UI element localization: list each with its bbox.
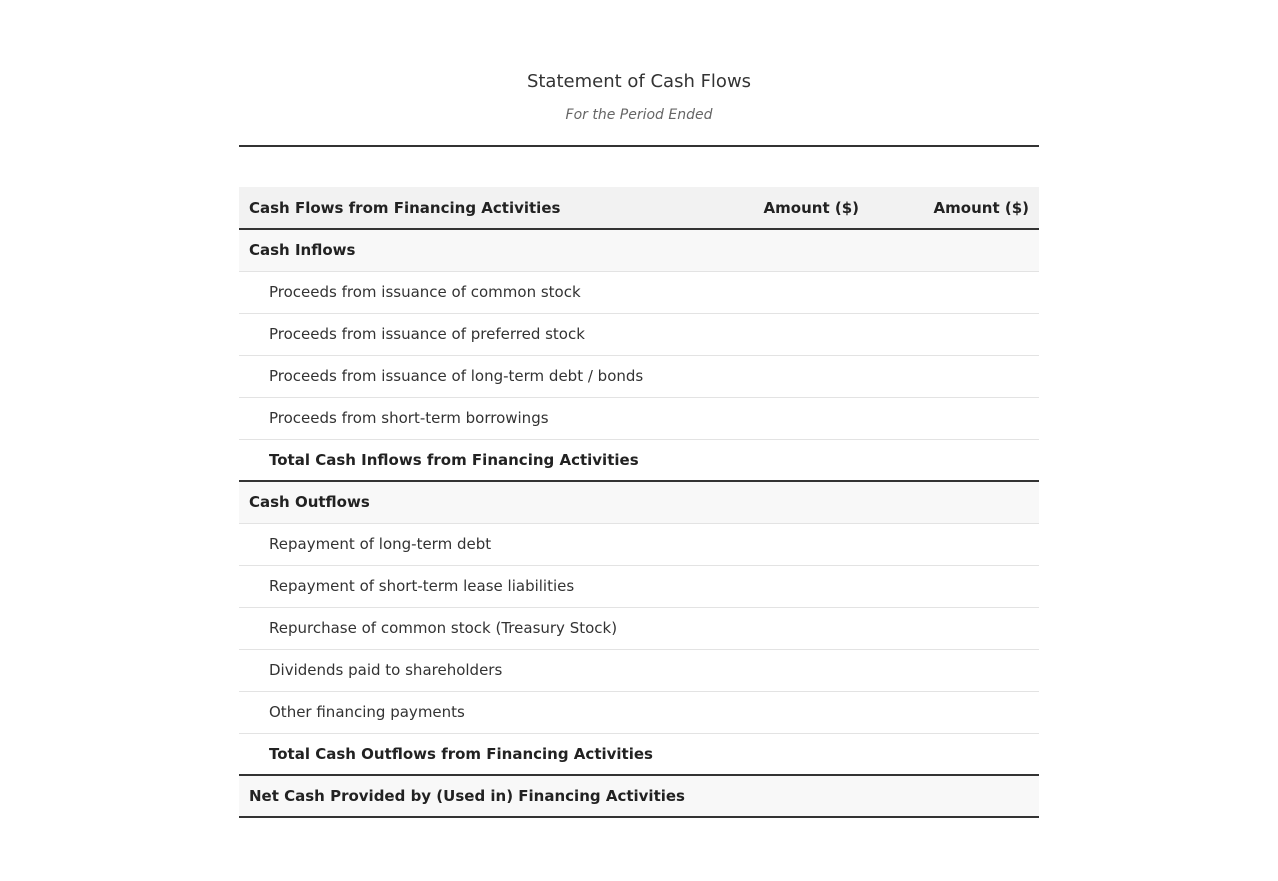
amount-cell	[869, 397, 1039, 439]
amount-cell	[869, 523, 1039, 565]
page-title: Statement of Cash Flows	[526, 71, 752, 92]
amount-cell	[699, 733, 869, 775]
amount-cell	[869, 229, 1039, 271]
row-label: Repayment of short-term lease liabilities	[269, 577, 575, 595]
total-label: Total Cash Inflows from Financing Activities	[269, 450, 639, 469]
column-header-amount-2: Amount ($)	[933, 198, 1029, 217]
amount-cell	[869, 565, 1039, 607]
amount-cell	[869, 439, 1039, 481]
amount-cell	[699, 565, 869, 607]
table-row	[239, 607, 1039, 649]
row-label: Proceeds from short-term borrowings	[269, 409, 549, 427]
table-row	[239, 271, 1039, 313]
amount-cell	[699, 649, 869, 691]
row-label: Other financing payments	[269, 703, 465, 721]
amount-cell	[869, 775, 1039, 817]
amount-cell	[869, 733, 1039, 775]
table-row	[239, 565, 1039, 607]
amount-cell	[869, 313, 1039, 355]
net-cash-label: Net Cash Provided by (Used in) Financing Activities	[249, 787, 685, 805]
section-heading: Cash Outflows	[249, 493, 370, 512]
row-label: Repurchase of common stock (Treasury Stock)	[269, 619, 618, 637]
page-subtitle: For the Period Ended	[565, 107, 713, 123]
amount-cell	[869, 355, 1039, 397]
amount-cell	[699, 439, 869, 481]
statement-header	[239, 0, 1039, 147]
amount-cell	[699, 481, 869, 523]
amount-cell	[699, 355, 869, 397]
row-label: Proceeds from issuance of common stock	[269, 283, 581, 301]
amount-cell	[699, 775, 869, 817]
column-header-activities: Cash Flows from Financing Activities	[249, 198, 561, 217]
row-label: Dividends paid to shareholders	[269, 661, 503, 679]
table-row	[239, 523, 1039, 565]
amount-cell	[869, 649, 1039, 691]
cash-flows-table	[239, 187, 1039, 818]
table-header-row	[239, 187, 1039, 229]
amount-cell	[699, 229, 869, 271]
total-label: Total Cash Outflows from Financing Activities	[269, 744, 653, 763]
column-header-amount-1: Amount ($)	[763, 198, 859, 217]
row-label: Repayment of long-term debt	[269, 535, 492, 553]
total-row-inflows	[239, 439, 1039, 481]
table-row	[239, 355, 1039, 397]
amount-cell	[699, 397, 869, 439]
section-row-cash-inflows	[239, 229, 1039, 271]
amount-cell	[699, 271, 869, 313]
amount-cell	[699, 313, 869, 355]
total-row-outflows	[239, 733, 1039, 775]
row-label: Proceeds from issuance of long-term debt / bonds	[269, 367, 644, 385]
table-row	[239, 313, 1039, 355]
section-row-cash-outflows	[239, 481, 1039, 523]
table-row	[239, 649, 1039, 691]
section-heading: Cash Inflows	[249, 241, 356, 260]
amount-cell	[699, 691, 869, 733]
table-row	[239, 691, 1039, 733]
table-row	[239, 397, 1039, 439]
amount-cell	[699, 523, 869, 565]
amount-cell	[699, 607, 869, 649]
amount-cell	[869, 481, 1039, 523]
amount-cell	[869, 271, 1039, 313]
row-label: Proceeds from issuance of preferred stock	[269, 325, 585, 343]
amount-cell	[869, 607, 1039, 649]
net-cash-row	[239, 775, 1039, 817]
amount-cell	[869, 691, 1039, 733]
